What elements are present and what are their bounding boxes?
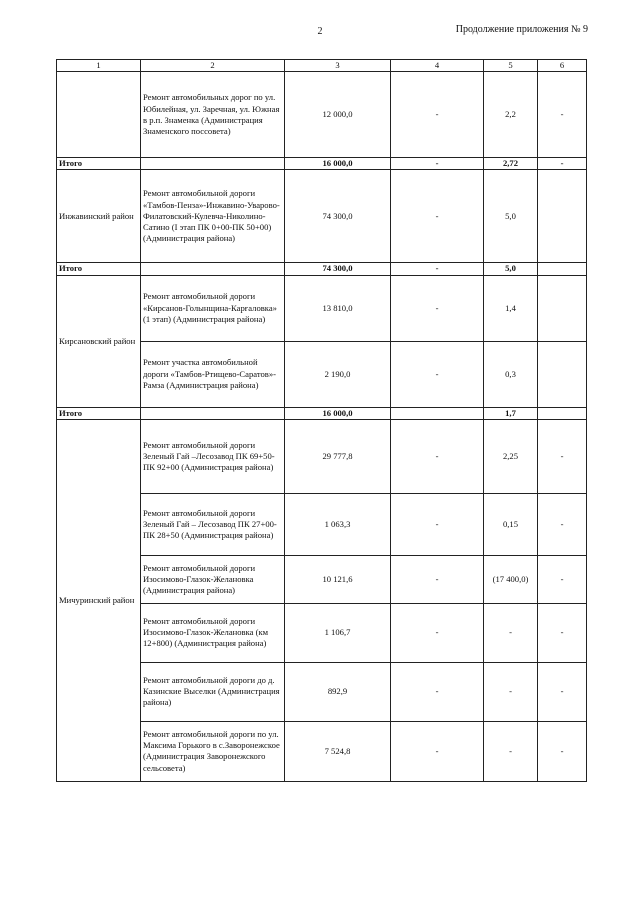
page-number: 2 [317, 26, 323, 37]
col6-cell: - [538, 555, 587, 603]
total-empty-cell [141, 158, 285, 170]
district-cell: Мичуринский район [57, 419, 141, 781]
col6-cell: - [538, 72, 587, 158]
table-row [57, 275, 587, 341]
district-cell [57, 72, 141, 158]
col4-cell: - [391, 72, 484, 158]
total-amount: 16 000,0 [285, 158, 391, 170]
col6-cell: - [538, 603, 587, 662]
col6-cell [538, 341, 587, 407]
amount-cell: 2 190,0 [285, 341, 391, 407]
amount-cell: 29 777,8 [285, 419, 391, 493]
work-description: Ремонт участка автомобильной дороги «Тамбов-Ртищево-Саратов»-Рамза (Администрация района) [141, 341, 285, 407]
col4-cell: - [391, 419, 484, 493]
col4-cell: - [391, 603, 484, 662]
amount-cell: 892,9 [285, 662, 391, 721]
appendix-continuation-label: Продолжение приложения № 9 [455, 24, 588, 35]
col4-cell: - [391, 170, 484, 263]
col5-cell: (17 400,0) [484, 555, 538, 603]
col4-cell: - [391, 493, 484, 555]
amount-cell: 1 063,3 [285, 493, 391, 555]
total-col6 [538, 407, 587, 419]
total-col4: - [391, 263, 484, 275]
total-row [57, 158, 587, 170]
col6-cell: - [538, 419, 587, 493]
total-row [57, 407, 587, 419]
col6-cell: - [538, 662, 587, 721]
col4-cell: - [391, 721, 484, 781]
amount-cell: 1 106,7 [285, 603, 391, 662]
col5-cell: 5,0 [484, 170, 538, 263]
road-repair-table [56, 59, 587, 782]
col5-cell: - [484, 603, 538, 662]
amount-cell: 74 300,0 [285, 170, 391, 263]
total-row [57, 263, 587, 275]
total-empty-cell [141, 407, 285, 419]
total-col6 [538, 263, 587, 275]
column-header: 5 [484, 60, 538, 72]
table-row [57, 170, 587, 263]
col5-cell: 2,25 [484, 419, 538, 493]
column-header: 1 [57, 60, 141, 72]
col6-cell: - [538, 493, 587, 555]
col5-cell: 2,2 [484, 72, 538, 158]
amount-cell: 7 524,8 [285, 721, 391, 781]
work-description: Ремонт автомобильной дороги Изосимово-Глазок-Желановка (Администрация района) [141, 555, 285, 603]
total-label: Итого [57, 407, 141, 419]
col5-cell: 0,15 [484, 493, 538, 555]
work-description: Ремонт автомобильной дороги по ул. Максима Горького в с.Заворонежское (Администрация Заворонежского сельсовета) [141, 721, 285, 781]
total-col4 [391, 407, 484, 419]
amount-cell: 13 810,0 [285, 275, 391, 341]
col5-cell: - [484, 721, 538, 781]
work-description: Ремонт автомобильной дороги «Тамбов-Пенза»-Инжавино-Уварово-Филатовский-Кулевча-Николино-Сатино (I этап ПК 0+00-ПК 50+00) (Администрация района) [141, 170, 285, 263]
work-description: Ремонт автомобильных дорог по ул. Юбилейная, ул. Заречная, ул. Южная в р.п. Знаменка (Администрация Знаменского поссовета) [141, 72, 285, 158]
total-col5: 2,72 [484, 158, 538, 170]
total-label: Итого [57, 263, 141, 275]
work-description: Ремонт автомобильной дороги до д. Казинские Выселки (Администрация района) [141, 662, 285, 721]
col5-cell: 0,3 [484, 341, 538, 407]
column-numbers-row [57, 60, 587, 72]
total-amount: 74 300,0 [285, 263, 391, 275]
table-row [57, 72, 587, 158]
col5-cell: - [484, 662, 538, 721]
column-header: 4 [391, 60, 484, 72]
column-header: 6 [538, 60, 587, 72]
total-amount: 16 000,0 [285, 407, 391, 419]
col6-cell: - [538, 721, 587, 781]
col4-cell: - [391, 662, 484, 721]
col4-cell: - [391, 341, 484, 407]
work-description: Ремонт автомобильной дороги Зеленый Гай –Лесозавод ПК 69+50-ПК 92+00 (Администрация района) [141, 419, 285, 493]
amount-cell: 10 121,6 [285, 555, 391, 603]
column-header: 3 [285, 60, 391, 72]
total-empty-cell [141, 263, 285, 275]
total-col5: 5,0 [484, 263, 538, 275]
col6-cell [538, 275, 587, 341]
total-col4: - [391, 158, 484, 170]
col4-cell: - [391, 555, 484, 603]
district-cell: Кирсановский район [57, 275, 141, 407]
work-description: Ремонт автомобильной дороги Зеленый Гай – Лесозавод ПК 27+00-ПК 28+50 (Администрация района) [141, 493, 285, 555]
col5-cell: 1,4 [484, 275, 538, 341]
total-label: Итого [57, 158, 141, 170]
work-description: Ремонт автомобильной дороги Изосимово-Глазок-Желановка (км 12+800) (Администрация района) [141, 603, 285, 662]
work-description: Ремонт автомобильной дороги «Кирсанов-Голынщина-Карғаловка» (1 этап) (Администрация района) [141, 275, 285, 341]
total-col5: 1,7 [484, 407, 538, 419]
col4-cell: - [391, 275, 484, 341]
column-header: 2 [141, 60, 285, 72]
amount-cell: 12 000,0 [285, 72, 391, 158]
total-col6: - [538, 158, 587, 170]
district-cell: Инжавинский район [57, 170, 141, 263]
col6-cell [538, 170, 587, 263]
table-row [57, 419, 587, 493]
